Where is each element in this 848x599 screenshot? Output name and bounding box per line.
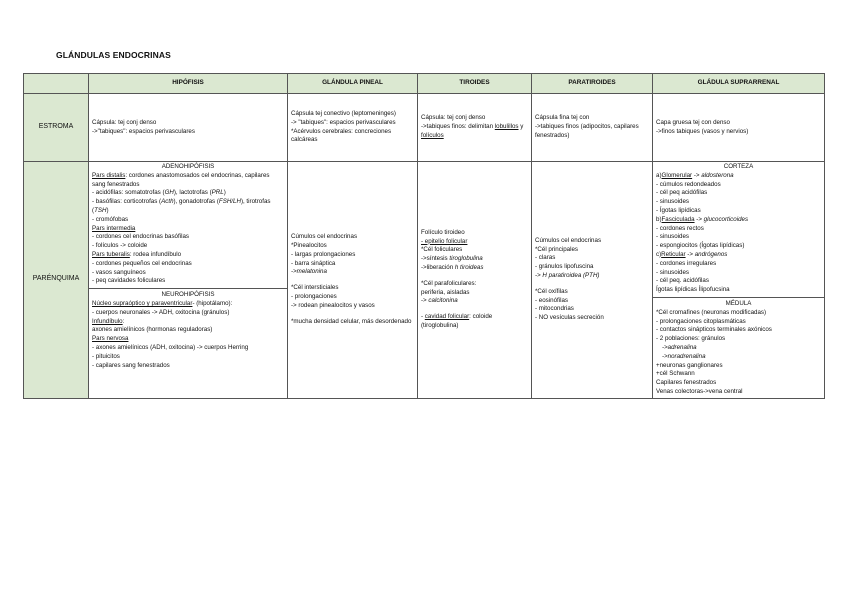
text-line: *Acérvulos cerebrales: concreciones calcáreas [291,127,392,144]
text-line: - prolongaciones citoplasmáticas [656,317,746,325]
text-line: Ígotas lipídicas Ílipofucsina [656,286,730,294]
text-span: a) [656,171,662,179]
text-line: - cél peq. acidófilas [656,277,709,285]
text-span: h tiroideas [454,264,484,272]
text-line: - claras [535,254,556,262]
text-span: FSH/LH [218,198,241,206]
text-line: - mitocondrias [535,305,574,313]
text-line: - sinusoides [656,268,690,276]
row-label-estroma: ESTROMA [24,94,89,162]
text-span: PRL [211,189,224,197]
text-line: Venas colectoras->vena central [656,387,743,395]
text-span: - (hipotálamo): [192,299,233,307]
text-line [92,318,284,327]
medula-title: MÉDULA [725,299,752,307]
pars-tuberalis-term: Pars tuberalis [92,250,130,258]
medula-section [653,297,824,397]
text-line: - peq cavidades foliculares [92,277,166,285]
text-span: Acth [161,198,174,206]
text-line: - prolongaciones [291,293,337,301]
text-line [92,300,284,309]
text-span: ), tirotrofas ( [92,198,271,214]
text-line [656,251,821,260]
header-tiroides: TIROIDES [418,74,532,94]
text-line: *Cél foliculares [421,246,463,254]
text-line: - barra sináptica [291,259,336,267]
text-span: c) [656,250,662,258]
neurohipofisis-title: NEUROHIPÓFISIS [161,291,215,299]
noradrenalina-term: ->noradrenalina [662,352,706,360]
text-line: Cápsula tej conectivo (leptomeninges) [291,109,396,117]
corner-cell [24,74,89,94]
text-line: -> "tabiques": espacios perivasculares [291,118,396,126]
text-line: - cordones rectos [656,224,704,232]
text-line [421,123,528,141]
parenquima-paratiroides [532,162,653,399]
cavidad-term: cavidad folicular [424,313,470,321]
parenquima-tiroides [418,162,532,399]
text-line: +cél Schwann [656,370,695,378]
text-line: - largas prolongaciones [291,250,356,258]
text-line: - cordones cel endocrinas basófilas [92,233,189,241]
text-line: *Cél principales [535,245,578,253]
text-span: TSH [94,206,107,214]
text-line: Capilares fenestrados [656,379,717,387]
text-line: - capilares sang fenestrados [92,361,170,369]
parenquima-row [24,162,825,399]
text-span: -> [685,250,695,258]
header-pineal: GLÁNDULA PINEAL [288,74,418,94]
text-line: Cúmulos cel endocrinas [535,236,602,244]
text-line [656,172,821,181]
text-span: glucocorticoides [703,215,749,223]
pth-term: -> H paratiroidea (PTH) [535,271,600,279]
text-line: - cúmulos redondeados [656,180,721,188]
reticular-term: Reticular [661,250,686,258]
text-line [421,255,528,264]
text-line: Cúmulos cel endocrinas [291,233,358,241]
text-line: *Cél intersticiales [291,284,339,292]
text-span: ), lactotrofas ( [173,189,212,197]
text-line: periferia, aisladas [421,288,470,296]
text-line: Cápsula: tej conj denso [92,118,157,126]
nucleo-term: Núcleo supraóptico y paraventricular [92,299,193,307]
text-line: - vasos sanguíneos [92,268,146,276]
text-line: - cuerpos neuronales -> ADH, oxitocina (gránulos) [92,308,230,316]
text-span: : coloide (tiroglobulina) [421,313,493,330]
estroma-pineal [288,94,418,162]
text-line: *Cél oxífilas [535,287,568,295]
adenohipofisis-title: ADENOHIPÓFISIS [161,163,215,170]
text-line [421,313,528,331]
glomerular-term: Glomerular [661,171,693,179]
text-span: ->síntesis [421,255,450,263]
text-line: *Cél cromafines (neuronas modificadas) [656,308,767,316]
text-span: -> [694,215,704,223]
parenquima-hipofisis [89,162,288,399]
text-line: - cordones pequeños cel endocrinas [92,259,192,267]
text-line: axones amielínicos (hormonas reguladoras) [92,326,213,334]
neurohipofisis-section [89,288,287,370]
text-span: -> [692,171,702,179]
infundibulo-term: Infundíbulo [92,317,123,325]
adrenalina-term: ->adrenalina [662,343,697,351]
parenquima-suprarrenal [653,162,825,399]
text-line: Cápsula fina tej con [535,114,590,122]
text-line: - contactos sinápticos terminales axónicos [656,326,772,334]
text-span: andrógenos [694,250,728,258]
text-line [92,189,284,198]
text-line: Folículo tiroideo [421,228,465,236]
text-line: *mucha densidad celular, más desordenado [291,317,412,325]
text-span: ) [223,189,226,197]
text-line [421,297,528,306]
text-span: : cordones anastomosados cel endocrinas, capilares sang fenestrados [92,171,270,188]
fasciculada-term: Fasciculada [661,215,695,223]
endocrine-table [23,73,825,399]
lobulillos-term: lobulillos [494,123,519,131]
text-span: -> [421,297,429,305]
text-span: ->liberación [421,264,455,272]
text-line: +neuronas ganglionares [656,361,723,369]
pars-nervosa-term: Pars nervosa [92,335,129,343]
text-line: - eosinófilas [535,296,569,304]
text-line: - espongiocitos (Ígotas lipídicas) [656,242,745,250]
text-line: *Cél parafoliculares: [421,279,477,287]
text-span: ->tabiques finos: delimitan [421,123,495,131]
text-span: - basófilas: corticotrofas ( [92,198,162,206]
estroma-paratiroides [532,94,653,162]
corteza-title: CORTEZA [723,163,754,170]
epitelio-term: - epitelio folicular [421,237,468,245]
text-span: : [122,317,125,325]
text-line [92,251,284,260]
text-span: ), gonadotrofas ( [173,198,219,206]
text-line: - folículos -> coloide [92,242,148,250]
text-line: - sinusoides [656,198,690,206]
text-span: GH [164,189,174,197]
text-span: ) [106,206,109,214]
text-span: aldosterona [701,171,734,179]
estroma-hipofisis [89,94,288,162]
row-label-parenquima: PARÉNQUIMA [24,162,89,399]
parenquima-pineal [288,162,418,399]
text-line: - axones amielínicos (ADH, oxitocina) -> cuerpos Herring [92,343,249,351]
text-span: calcitonina [428,297,458,305]
text-line: - pituicitos [92,352,120,360]
text-span: y [518,123,524,131]
text-line: - cél peq acidófilas [656,189,708,197]
text-span: b) [656,215,662,223]
text-line: - NO vesículas secreción [535,314,604,322]
pars-intermedia-term: Pars intermedia [92,224,136,232]
text-line: - 2 poblaciones: gránulos [656,335,726,343]
text-line: - sinusoides [656,233,690,241]
estroma-row [24,94,825,162]
estroma-tiroides [418,94,532,162]
text-span: tiroglobulina [449,255,483,263]
melatonina-term: ->melatonina [291,268,327,276]
text-line: ->"tabiques": espacios perivasculares [92,127,195,135]
text-line: -> rodean pinealocitos y vasos [291,301,375,309]
text-line: - cordones irregulares [656,259,717,267]
text-line: - cromófobas [92,215,129,223]
text-span: : rodea infundíbulo [129,250,182,258]
text-line: ->tabiques finos (adipocitos, capilares fenestrados) [535,123,639,139]
header-row [24,74,825,94]
text-line: Cápsula: tej conj denso [421,114,486,122]
text-span: - [421,313,425,321]
text-line: ->finos tabiques (vasos y nervios) [656,127,749,135]
foliculos-term: folículos [421,131,444,139]
header-paratiroides: PARATIROIDES [532,74,653,94]
estroma-suprarrenal [653,94,825,162]
page-title: GLÁNDULAS ENDOCRINAS [56,50,171,60]
text-line [92,198,284,216]
text-line [92,172,284,190]
text-line: - gránulos lipofuscina [535,263,594,271]
text-line: Capa gruesa tej con denso [656,118,730,126]
header-hipofisis: HIPÓFISIS [89,74,288,94]
text-span: - acidófilas: somatotrofas ( [92,189,165,197]
pars-distalis-term: Pars distalis [92,171,126,179]
text-line: *Pinealocitos [291,242,327,250]
header-suprarrenal: GLÁDULA SUPRARRENAL [653,74,825,94]
text-line [421,264,528,273]
text-line [656,216,821,225]
text-line: - Ígotas lipídicas [656,206,701,214]
